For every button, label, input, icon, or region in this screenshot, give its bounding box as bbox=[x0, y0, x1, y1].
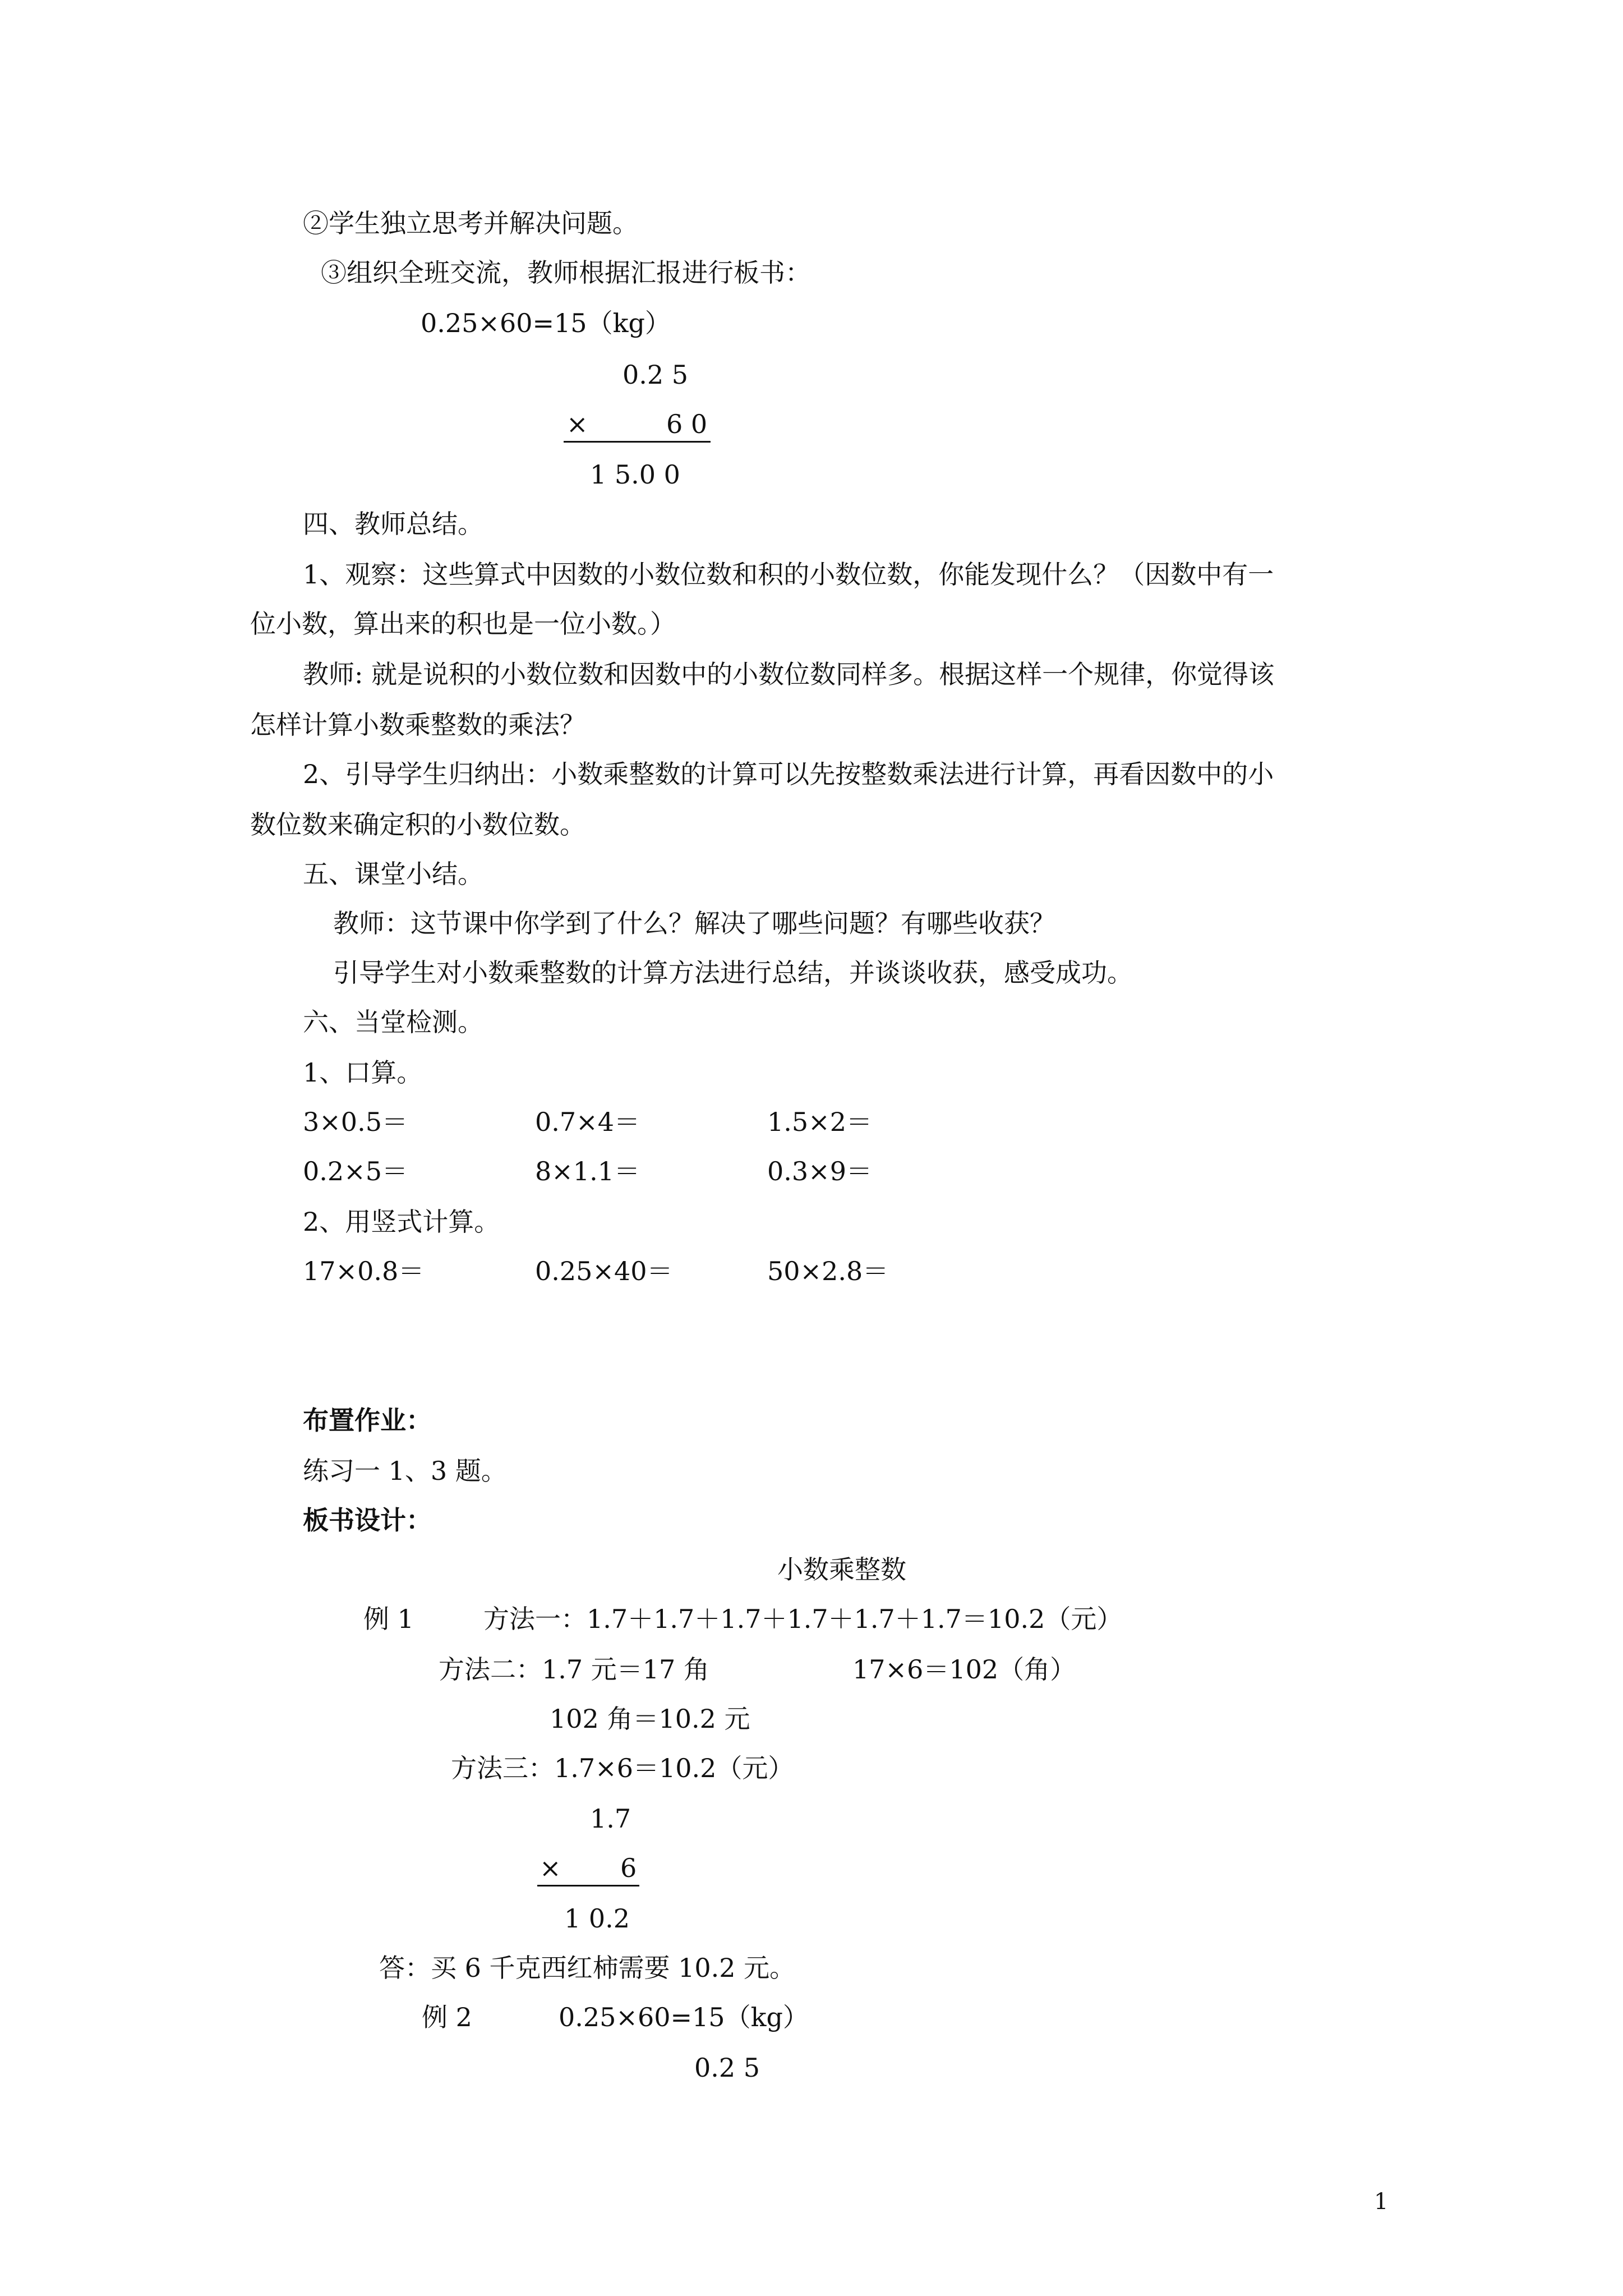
subheading-vertical-calc: 2、用竖式计算。 bbox=[303, 1207, 500, 1237]
method-2: 方法二：1.7 元＝17 角 bbox=[439, 1654, 709, 1685]
example-2-label: 例 2 bbox=[422, 2002, 472, 2032]
vertical-calc-row-1: 0.2 5 bbox=[623, 360, 689, 390]
paragraph-guide-line-1: 2、引导学生归纳出：小数乘整数的计算可以先按整数乘法进行计算，再看因数中的小 bbox=[303, 759, 1274, 789]
equation: 0.25×60=15（kg） bbox=[421, 308, 671, 338]
oral-calc-item: 3×0.5＝ bbox=[303, 1107, 408, 1137]
paragraph-guide-line-2: 数位数来确定积的小数位数。 bbox=[250, 809, 585, 840]
homework-text: 练习一 1、3 题。 bbox=[303, 1456, 507, 1486]
oral-calc-item: 8×1.1＝ bbox=[535, 1156, 640, 1186]
paragraph-teacher-line-2: 怎样计算小数乘整数的乘法？ bbox=[250, 710, 585, 740]
board-vertical-result: 1 0.2 bbox=[564, 1903, 630, 1934]
heading-class-test: 六、当堂检测。 bbox=[303, 1007, 483, 1037]
method-2-calc: 17×6＝102（角） bbox=[852, 1654, 1076, 1685]
oral-calc-item: 0.7×4＝ bbox=[535, 1107, 640, 1137]
example-2-equation: 0.25×60=15（kg） bbox=[559, 2002, 809, 2032]
heading-teacher-summary: 四、教师总结。 bbox=[303, 509, 483, 539]
board-vertical-row-2: 6 bbox=[620, 1853, 637, 1883]
method-2-convert: 102 角＝10.2 元 bbox=[550, 1704, 750, 1734]
paragraph-student-summary: 引导学生对小数乘整数的计算方法进行总结，并谈谈收获，感受成功。 bbox=[333, 958, 1133, 988]
vertical-calc-row-2: 6 0 bbox=[666, 409, 708, 439]
vertical-calc-item: 0.25×40＝ bbox=[535, 1256, 673, 1286]
example-2-vertical-row-1: 0.2 5 bbox=[694, 2053, 760, 2083]
example-1-label: 例 1 bbox=[363, 1604, 414, 1634]
paragraph-teacher-question: 教师：这节课中你学到了什么？解决了哪些问题？有哪些收获？ bbox=[333, 908, 1055, 938]
oral-calc-item: 0.2×5＝ bbox=[303, 1156, 408, 1186]
page-number: 1 bbox=[1374, 2189, 1389, 2215]
vertical-calc-item: 50×2.8＝ bbox=[767, 1256, 889, 1286]
board-vertical-line bbox=[537, 1885, 639, 1887]
vertical-calc-operator: × bbox=[566, 409, 588, 439]
method-3: 方法三：1.7×6＝10.2（元） bbox=[451, 1753, 794, 1783]
oral-calc-item: 0.3×9＝ bbox=[767, 1156, 872, 1186]
board-subtitle: 小数乘整数 bbox=[777, 1554, 906, 1585]
board-vertical-row-1: 1.7 bbox=[590, 1803, 631, 1834]
board-vertical-operator: × bbox=[540, 1853, 561, 1883]
subheading-oral-calc: 1、口算。 bbox=[303, 1057, 423, 1088]
oral-calc-item: 1.5×2＝ bbox=[767, 1107, 872, 1137]
vertical-calc-result: 1 5.0 0 bbox=[590, 459, 680, 490]
board-answer: 答：买 6 千克西红柿需要 10.2 元。 bbox=[379, 1953, 796, 1983]
method-1: 方法一：1.7＋1.7＋1.7＋1.7＋1.7＋1.7＝10.2（元） bbox=[483, 1604, 1123, 1634]
paragraph-observe-line-2: 位小数，算出来的积也是一位小数。） bbox=[250, 609, 676, 639]
paragraph-observe-line-1: 1、观察：这些算式中因数的小数位数和积的小数位数，你能发现什么？（因数中有一 bbox=[303, 559, 1274, 590]
heading-homework: 布置作业： bbox=[303, 1405, 432, 1435]
step-2-text: ②学生独立思考并解决问题。 bbox=[303, 208, 638, 238]
vertical-calc-line bbox=[564, 441, 711, 443]
heading-class-summary: 五、课堂小结。 bbox=[303, 859, 483, 889]
heading-board-design: 板书设计： bbox=[303, 1505, 432, 1535]
step-3-text: ③组织全班交流，教师根据汇报进行板书： bbox=[321, 257, 811, 288]
vertical-calc-item: 17×0.8＝ bbox=[303, 1256, 425, 1286]
paragraph-teacher-line-1: 教师: 就是说积的小数位数和因数中的小数位数同样多。根据这样一个规律，你觉得该 bbox=[303, 659, 1275, 689]
